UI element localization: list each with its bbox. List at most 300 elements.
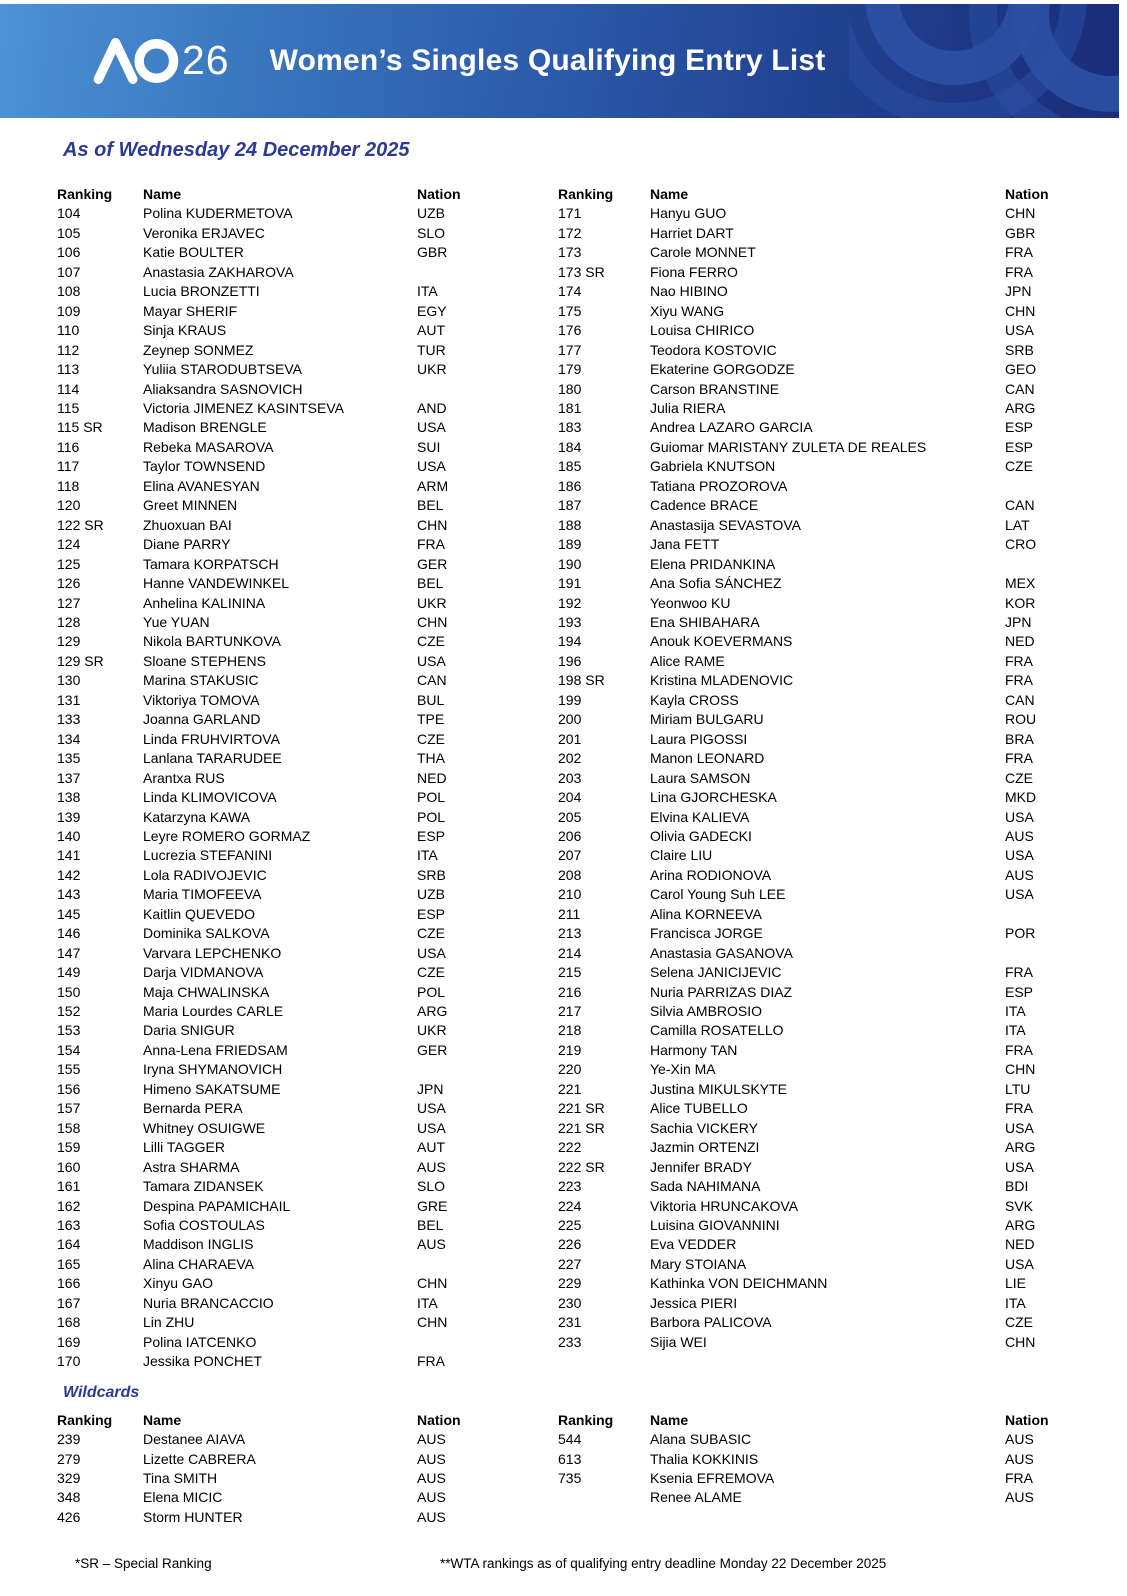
cell-name: Tatiana PROZOROVA <box>650 477 788 494</box>
cell-nation: CAN <box>1005 497 1035 514</box>
cell-name: Anouk KOEVERMANS <box>650 633 793 650</box>
table-row <box>57 710 517 729</box>
cell-nation: ITA <box>417 1294 438 1311</box>
cell-name: Hanne VANDEWINKEL <box>143 575 290 592</box>
cell-ranking: 104 <box>57 205 81 222</box>
cell-name: Katarzyna KAWA <box>143 808 251 825</box>
cell-nation: USA <box>1005 886 1034 903</box>
cell-ranking: 226 <box>558 1236 582 1253</box>
cell-name: Sachia VICKERY <box>650 1119 758 1136</box>
table-row <box>558 496 1070 515</box>
table-row <box>57 457 517 476</box>
cell-ranking: 206 <box>558 827 582 844</box>
table-row <box>558 963 1070 982</box>
cell-nation: SRB <box>1005 341 1034 358</box>
table-row <box>57 808 517 827</box>
cell-ranking: 174 <box>558 283 582 300</box>
cell-nation: USA <box>417 1100 446 1117</box>
cell-name: Nuria PARRIZAS DIAZ <box>650 983 793 1000</box>
cell-nation: CZE <box>1005 1314 1033 1331</box>
cell-ranking: 143 <box>57 886 81 903</box>
cell-ranking: 179 <box>558 361 582 378</box>
cell-nation: AUS <box>1005 1431 1034 1448</box>
table-row <box>558 457 1070 476</box>
table-row <box>558 1099 1070 1118</box>
ao26-logo <box>93 38 230 84</box>
cell-nation: CAN <box>1005 380 1035 397</box>
cell-ranking: 231 <box>558 1314 582 1331</box>
cell-ranking: 201 <box>558 730 582 747</box>
cell-nation: FRA <box>1005 1041 1033 1058</box>
table-row <box>558 769 1070 788</box>
table-row <box>558 808 1070 827</box>
table-row <box>57 885 517 904</box>
cell-ranking: 223 <box>558 1178 582 1195</box>
cell-nation: FRA <box>1005 964 1033 981</box>
cell-ranking: 227 <box>558 1255 582 1272</box>
cell-ranking: 168 <box>57 1314 81 1331</box>
cell-nation: CHN <box>417 1314 448 1331</box>
table-row <box>57 263 517 282</box>
cell-nation: POL <box>417 983 446 1000</box>
cell-ranking: 239 <box>57 1431 81 1448</box>
cell-nation: USA <box>417 652 446 669</box>
table-row <box>558 613 1070 632</box>
cell-name: Zeynep SONMEZ <box>143 341 254 358</box>
table-row <box>558 574 1070 593</box>
cell-nation <box>1005 944 1070 963</box>
table-row <box>57 730 517 749</box>
cell-name: Miriam BULGARU <box>650 711 764 728</box>
table-row <box>57 477 517 496</box>
cell-nation: FRA <box>1005 1100 1033 1117</box>
cell-name: Polina KUDERMETOVA <box>143 205 293 222</box>
cell-ranking: 215 <box>558 964 582 981</box>
table-row <box>57 1294 517 1313</box>
cell-name: Barbora PALICOVA <box>650 1314 772 1331</box>
cell-ranking: 171 <box>558 205 582 222</box>
cell-ranking: 176 <box>558 322 582 339</box>
cell-nation: FRA <box>1005 750 1033 767</box>
as-of-date: As of Wednesday 24 December 2025 <box>63 139 410 161</box>
table-row <box>57 1041 517 1060</box>
cell-nation: ITA <box>1005 1003 1026 1020</box>
cell-name: Sijia WEI <box>650 1333 707 1350</box>
cell-nation: ROU <box>1005 711 1037 728</box>
cell-name: Claire LIU <box>650 847 713 864</box>
cell-nation: CZE <box>417 964 445 981</box>
cell-ranking: 180 <box>558 380 582 397</box>
table-row <box>57 1450 517 1469</box>
cell-name: Manon LEONARD <box>650 750 765 767</box>
column-header-name: Name <box>650 186 689 202</box>
table-row <box>558 632 1070 651</box>
cell-nation: BEL <box>417 497 444 514</box>
table-row <box>57 1352 517 1371</box>
cell-ranking: 112 <box>57 341 80 358</box>
header-deco-arcs-icon <box>849 4 1119 118</box>
table-row <box>57 1002 517 1021</box>
cell-name: Diane PARRY <box>143 536 231 553</box>
cell-ranking: 115 <box>57 399 80 416</box>
table-row <box>57 671 517 690</box>
cell-nation: AUS <box>417 1470 446 1486</box>
table-row <box>57 1119 517 1138</box>
cell-ranking: 181 <box>558 399 582 416</box>
cell-name: Linda KLIMOVICOVA <box>143 789 277 806</box>
table-row <box>57 1469 517 1488</box>
cell-ranking: 173 <box>558 244 582 261</box>
cell-name: Ana Sofia SÁNCHEZ <box>650 575 782 592</box>
cell-nation: FRA <box>1005 652 1033 669</box>
cell-nation: AUS <box>417 1431 446 1448</box>
cell-name: Marina STAKUSIC <box>143 672 259 689</box>
cell-nation: POL <box>417 789 446 806</box>
table-row <box>57 963 517 982</box>
table-row <box>558 399 1070 418</box>
table-row <box>558 1488 1070 1507</box>
column-header-name: Name <box>143 1411 182 1428</box>
cell-nation: AUS <box>417 1450 446 1467</box>
cell-name: Jennifer BRADY <box>650 1158 752 1175</box>
cell-name: Xinyu GAO <box>143 1275 214 1292</box>
table-row <box>558 1002 1070 1021</box>
cell-nation: LTU <box>1005 1080 1031 1097</box>
table-row <box>57 1430 517 1449</box>
table-row <box>558 302 1070 321</box>
cell-name: Tamara ZIDANSEK <box>143 1178 264 1195</box>
table-row <box>57 535 517 554</box>
cell-nation: USA <box>1005 847 1034 864</box>
cell-ranking: 152 <box>57 1003 81 1020</box>
cell-name: Katie BOULTER <box>143 244 244 261</box>
cell-name: Hanyu GUO <box>650 205 727 222</box>
cell-ranking: 118 <box>57 477 80 494</box>
cell-name: Arantxa RUS <box>143 769 225 786</box>
table-row <box>558 1080 1070 1099</box>
table-row <box>57 1235 517 1254</box>
table-row <box>558 282 1070 301</box>
cell-nation: ITA <box>417 847 438 864</box>
table-row <box>558 944 1070 963</box>
table-row <box>558 535 1070 554</box>
cell-name: Lola RADIVOJEVIC <box>143 866 267 883</box>
cell-ranking: 221 SR <box>558 1119 605 1136</box>
table-row <box>57 1080 517 1099</box>
cell-name: Xiyu WANG <box>650 302 725 319</box>
cell-name: Justina MIKULSKYTE <box>650 1080 787 1097</box>
cell-nation: GEO <box>1005 361 1037 378</box>
cell-ranking: 160 <box>57 1158 81 1175</box>
cell-ranking: 279 <box>57 1450 81 1467</box>
cell-nation: CHN <box>1005 205 1036 222</box>
column-header-ranking: Ranking <box>57 186 113 202</box>
cell-name: Zhuoxuan BAI <box>143 516 232 533</box>
cell-ranking: 155 <box>57 1061 81 1078</box>
column-header-nation: Nation <box>1005 1411 1049 1428</box>
cell-name: Victoria JIMENEZ KASINTSEVA <box>143 399 344 416</box>
cell-name: Carson BRANSTINE <box>650 380 780 397</box>
cell-ranking: 137 <box>57 769 81 786</box>
cell-name: Dominika SALKOVA <box>143 925 270 942</box>
table-row <box>558 710 1070 729</box>
table-row <box>57 516 517 535</box>
cell-ranking: 133 <box>57 711 81 728</box>
table-row <box>558 1138 1070 1157</box>
cell-ranking: 229 <box>558 1275 582 1292</box>
cell-name: Bernarda PERA <box>143 1100 243 1117</box>
cell-ranking: 192 <box>558 594 582 611</box>
cell-nation: AUS <box>1005 1489 1034 1506</box>
cell-ranking: 175 <box>558 302 582 319</box>
cell-name: Anastasia ZAKHAROVA <box>143 263 294 280</box>
cell-name: Sinja KRAUS <box>143 322 227 339</box>
table-row <box>558 730 1070 749</box>
cell-nation: ARG <box>1005 399 1036 416</box>
table-row <box>57 1216 517 1235</box>
table-row <box>558 1021 1070 1040</box>
cell-name: Renee ALAME <box>650 1489 742 1506</box>
cell-nation: MEX <box>1005 575 1036 592</box>
cell-nation: FRA <box>417 1353 445 1370</box>
cell-nation: CHN <box>1005 302 1036 319</box>
cell-name: Despina PAPAMICHAIL <box>143 1197 291 1214</box>
table-row <box>57 1333 517 1352</box>
cell-nation: UKR <box>417 1022 447 1039</box>
cell-ranking: 130 <box>57 672 81 689</box>
cell-name: Polina IATCENKO <box>143 1333 257 1350</box>
table-row <box>558 1333 1070 1352</box>
cell-nation: JPN <box>1005 613 1032 630</box>
cell-nation: GRE <box>417 1197 448 1214</box>
table-row <box>558 1158 1070 1177</box>
table-row <box>558 1469 1070 1488</box>
cell-name: Aliaksandra SASNOVICH <box>143 380 303 397</box>
cell-name: Lizette CABRERA <box>143 1450 256 1467</box>
cell-ranking: 162 <box>57 1197 81 1214</box>
cell-name: Alice TUBELLO <box>650 1100 748 1117</box>
cell-nation: ESP <box>417 827 446 844</box>
table-row <box>57 341 517 360</box>
cell-name: Luisina GIOVANNINI <box>650 1217 780 1234</box>
cell-nation: USA <box>1005 1255 1034 1272</box>
cell-name: Ye-Xin MA <box>650 1061 716 1078</box>
cell-name: Jazmin ORTENZI <box>650 1139 760 1156</box>
cell-ranking: 159 <box>57 1139 81 1156</box>
cell-ranking: 153 <box>57 1022 81 1039</box>
cell-ranking: 166 <box>57 1275 81 1292</box>
cell-ranking: 210 <box>558 886 582 903</box>
cell-name: Anhelina KALININA <box>143 594 266 611</box>
cell-nation: GER <box>417 555 448 572</box>
cell-name: Kaitlin QUEVEDO <box>143 905 256 922</box>
cell-ranking: 218 <box>558 1022 582 1039</box>
cell-ranking: 191 <box>558 575 582 592</box>
cell-name: Yeonwoo KU <box>650 594 731 611</box>
cell-name: Yue YUAN <box>143 613 210 630</box>
cell-nation: AUS <box>417 1236 446 1253</box>
cell-ranking: 115 SR <box>57 419 103 436</box>
cell-nation: AND <box>417 399 447 416</box>
cell-nation: NED <box>417 769 447 786</box>
table-row <box>57 321 517 340</box>
cell-nation: BEL <box>417 1217 444 1234</box>
cell-ranking: 211 <box>558 905 581 922</box>
cell-name: Linda FRUHVIRTOVA <box>143 730 280 747</box>
cell-ranking: 113 <box>57 361 80 378</box>
cell-ranking: 146 <box>57 925 81 942</box>
cell-name: Rebeka MASAROVA <box>143 438 274 455</box>
cell-name: Julia RIERA <box>650 399 726 416</box>
table-row <box>57 243 517 262</box>
cell-nation: ARG <box>417 1003 448 1020</box>
table-row <box>57 496 517 515</box>
cell-name: Francisca JORGE <box>650 925 763 942</box>
cell-ranking: 164 <box>57 1236 81 1253</box>
cell-name: Gabriela KNUTSON <box>650 458 776 475</box>
cell-ranking: 225 <box>558 1217 582 1234</box>
table-row <box>57 846 517 865</box>
cell-ranking: 221 <box>558 1080 582 1097</box>
table-row <box>558 846 1070 865</box>
cell-nation: SUI <box>417 438 441 455</box>
cell-name: Lina GJORCHESKA <box>650 789 777 806</box>
cell-ranking: 735 <box>558 1470 582 1486</box>
cell-nation: ESP <box>1005 983 1034 1000</box>
table-row <box>57 1177 517 1196</box>
table-row <box>57 788 517 807</box>
cell-name: Alice RAME <box>650 652 725 669</box>
cell-nation <box>1005 477 1070 496</box>
brand-area <box>93 4 825 118</box>
cell-name: Thalia KOKKINIS <box>650 1450 759 1467</box>
wildcards-table-right <box>558 1411 1070 1528</box>
cell-name: Sloane STEPHENS <box>143 652 266 669</box>
table-row <box>57 1255 517 1274</box>
cell-ranking: 348 <box>57 1489 81 1506</box>
cell-name: Sofia COSTOULAS <box>143 1217 265 1234</box>
header-banner <box>0 4 1119 118</box>
cell-name: Laura SAMSON <box>650 769 751 786</box>
cell-nation: CHN <box>1005 1333 1036 1350</box>
table-row <box>558 1216 1070 1235</box>
table-row <box>57 1197 517 1216</box>
page-title: Women’s Singles Qualifying Entry List <box>269 44 826 77</box>
cell-ranking: 134 <box>57 730 81 747</box>
cell-name: Sada NAHIMANA <box>650 1178 761 1195</box>
cell-ranking: 125 <box>57 555 81 572</box>
cell-nation: USA <box>417 419 446 436</box>
cell-name: Madison BRENGLE <box>143 419 267 436</box>
cell-nation: CZE <box>1005 769 1033 786</box>
table-row <box>558 516 1070 535</box>
cell-ranking: 114 <box>57 380 80 397</box>
cell-nation: LAT <box>1005 516 1030 533</box>
cell-nation: ITA <box>1005 1294 1026 1311</box>
table-row <box>558 1255 1070 1274</box>
cell-name: Harriet DART <box>650 224 734 241</box>
cell-name: Nikola BARTUNKOVA <box>143 633 281 650</box>
cell-ranking: 167 <box>57 1294 81 1311</box>
table-row <box>558 1294 1070 1313</box>
cell-name: Elena MICIC <box>143 1489 223 1506</box>
cell-ranking: 131 <box>57 691 81 708</box>
cell-ranking: 198 SR <box>558 672 605 689</box>
wildcards-heading: Wildcards <box>63 1383 140 1401</box>
cell-name: Destanee AIAVA <box>143 1431 246 1448</box>
table-row <box>558 866 1070 885</box>
cell-name: Teodora KOSTOVIC <box>650 341 777 358</box>
cell-ranking: 199 <box>558 691 582 708</box>
cell-nation: USA <box>1005 1119 1034 1136</box>
cell-name: Daria SNIGUR <box>143 1022 235 1039</box>
cell-nation: AUS <box>1005 866 1034 883</box>
cell-nation: NED <box>1005 1236 1035 1253</box>
cell-nation <box>417 1060 517 1079</box>
cell-name: Yuliia STARODUBTSEVA <box>143 361 302 378</box>
cell-ranking: 222 SR <box>558 1158 605 1175</box>
cell-ranking: 154 <box>57 1041 81 1058</box>
cell-ranking: 177 <box>558 341 582 358</box>
cell-ranking: 140 <box>57 827 81 844</box>
cell-nation: ESP <box>1005 419 1034 436</box>
cell-ranking: 196 <box>558 652 582 669</box>
cell-ranking: 189 <box>558 536 582 553</box>
cell-name: Maria Lourdes CARLE <box>143 1003 284 1020</box>
cell-ranking: 188 <box>558 516 582 533</box>
cell-nation: UZB <box>417 205 445 222</box>
cell-nation: AUT <box>417 322 445 339</box>
cell-nation: AUS <box>417 1489 446 1506</box>
table-row <box>57 418 517 437</box>
cell-ranking: 128 <box>57 613 81 630</box>
cell-nation: UKR <box>417 361 447 378</box>
cell-nation: USA <box>417 458 446 475</box>
cell-nation: LIE <box>1005 1275 1027 1292</box>
table-row <box>57 769 517 788</box>
cell-ranking: 145 <box>57 905 81 922</box>
wildcards-list <box>0 1411 1127 1528</box>
cell-nation: CAN <box>417 672 447 689</box>
column-header-ranking: Ranking <box>558 186 614 202</box>
cell-ranking: 329 <box>57 1470 81 1486</box>
cell-name: Joanna GARLAND <box>143 711 261 728</box>
cell-nation: NED <box>1005 633 1035 650</box>
cell-nation: BUL <box>417 691 445 708</box>
cell-ranking: 200 <box>558 711 582 728</box>
cell-ranking: 161 <box>57 1178 81 1195</box>
cell-nation: CZE <box>417 633 445 650</box>
cell-nation: FRA <box>1005 672 1033 689</box>
cell-name: Mayar SHERIF <box>143 302 238 319</box>
cell-nation: USA <box>417 944 446 961</box>
cell-nation: EGY <box>417 302 447 319</box>
cell-name: Lin ZHU <box>143 1314 195 1331</box>
cell-name: Guiomar MARISTANY ZULETA DE REALES <box>650 438 927 455</box>
cell-nation: USA <box>1005 1158 1034 1175</box>
cell-ranking: 207 <box>558 847 582 864</box>
cell-ranking: 117 <box>57 458 80 475</box>
cell-nation: AUS <box>417 1158 446 1175</box>
entry-table-left <box>57 185 517 1372</box>
cell-name: Nuria BRANCACCIO <box>143 1294 274 1311</box>
cell-name: Ena SHIBAHARA <box>650 613 760 630</box>
ao-logo-icon <box>93 38 179 84</box>
table-row <box>558 1177 1070 1196</box>
table-row <box>57 613 517 632</box>
cell-nation: THA <box>417 750 445 767</box>
cell-ranking: 216 <box>558 983 582 1000</box>
